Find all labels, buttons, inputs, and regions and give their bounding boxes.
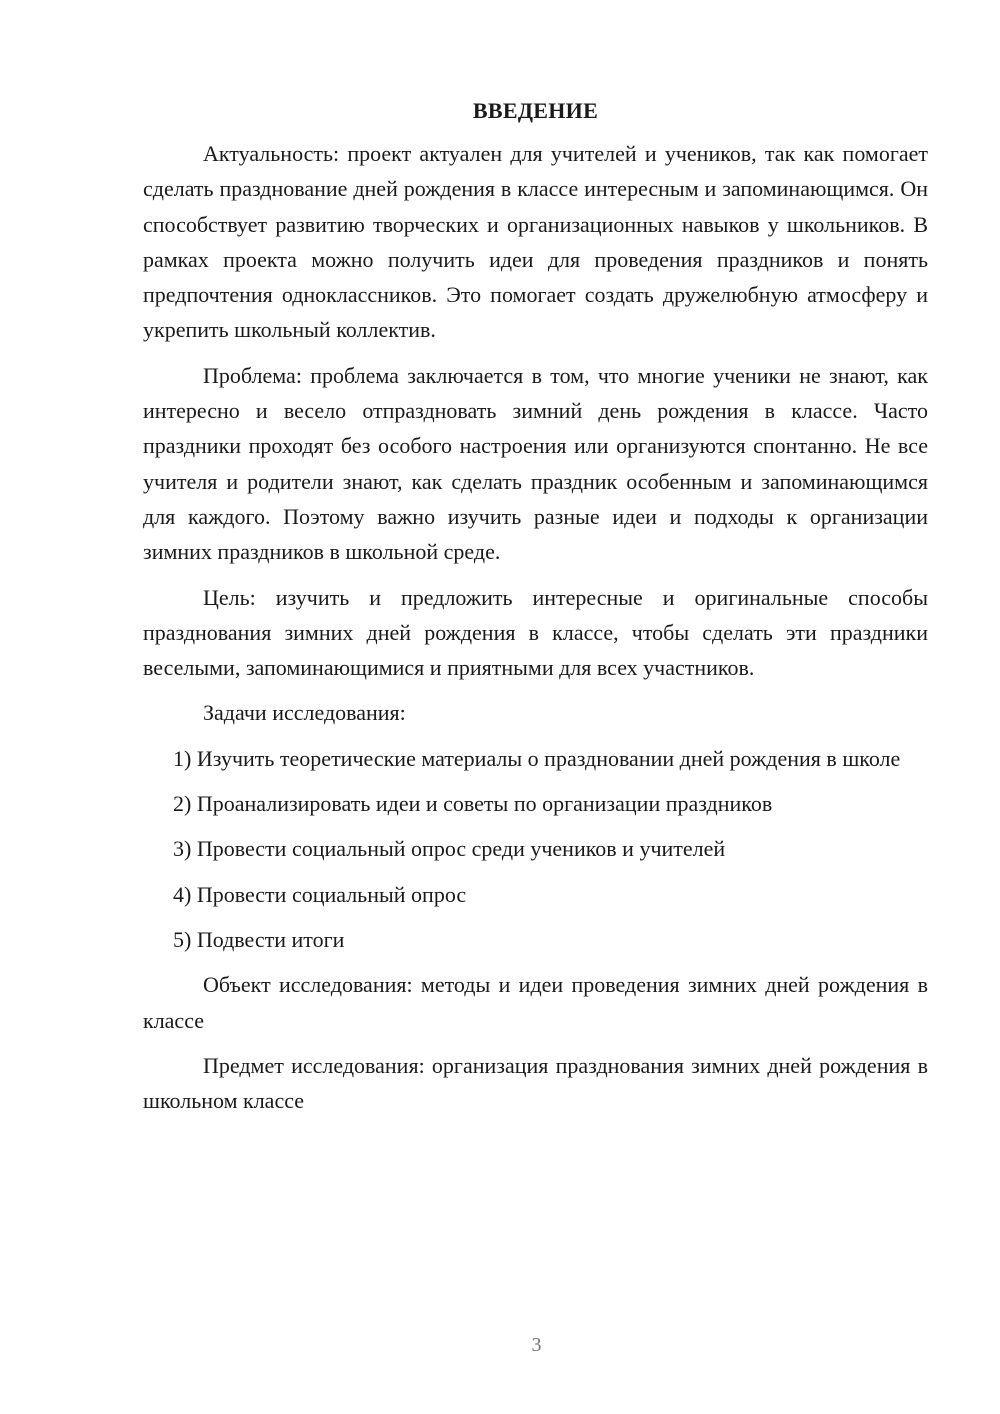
task-item: 5) Подвести итоги bbox=[173, 926, 345, 952]
tasks-title: Задачи исследования: bbox=[203, 700, 406, 726]
task-item: 3) Провести социальный опрос среди учеников и учителей bbox=[173, 836, 726, 862]
object-paragraph: Объект исследования: методы и идеи проведения зимних дней рождения в классе bbox=[143, 972, 928, 1033]
task-item: 4) Провести социальный опрос bbox=[173, 881, 467, 907]
goal-paragraph: Цель: изучить и предложить интересные и оригинальные способы празднования зимних дней рождения в классе, чтобы сделать эти праздники веселыми, запоминающимися и приятными для всех участников. bbox=[143, 584, 928, 681]
task-item: 2) Проанализировать идеи и советы по организации праздников bbox=[173, 791, 773, 817]
relevance-paragraph: Актуальность: проект актуален для учителей и учеников, так как помогает сделать празднование дней рождения в классе интересным и запоминающимся. Он способствует развитию творческих и организационных навыков у школьников. В рамках проекта можно получить идеи для проведения праздников и понять предпочтения одноклассников. Это помогает создать дружелюбную атмосферу и укрепить школьный коллектив. bbox=[143, 141, 928, 343]
task-item: 1) Изучить теоретические материалы о праздновании дней рождения в школе bbox=[173, 745, 901, 771]
problem-paragraph: Проблема: проблема заключается в том, что многие ученики не знают, как интересно и весело отпраздновать зимний день рождения в классе. Часто праздники проходят без особого настроения или организуются спонтанно. Не все учителя и родители знают, как сделать праздник особенным и запоминающимся для каждого. Поэтому важно изучить разные идеи и подходы к организации зимних праздников в школьной среде. bbox=[143, 362, 928, 565]
subject-paragraph: Предмет исследования: организация празднования зимних дней рождения в школьном классе bbox=[143, 1052, 928, 1114]
section-heading: ВВЕДЕНИЕ bbox=[472, 98, 599, 123]
page-number: 3 bbox=[531, 1334, 542, 1356]
document-page bbox=[143, 96, 928, 1128]
